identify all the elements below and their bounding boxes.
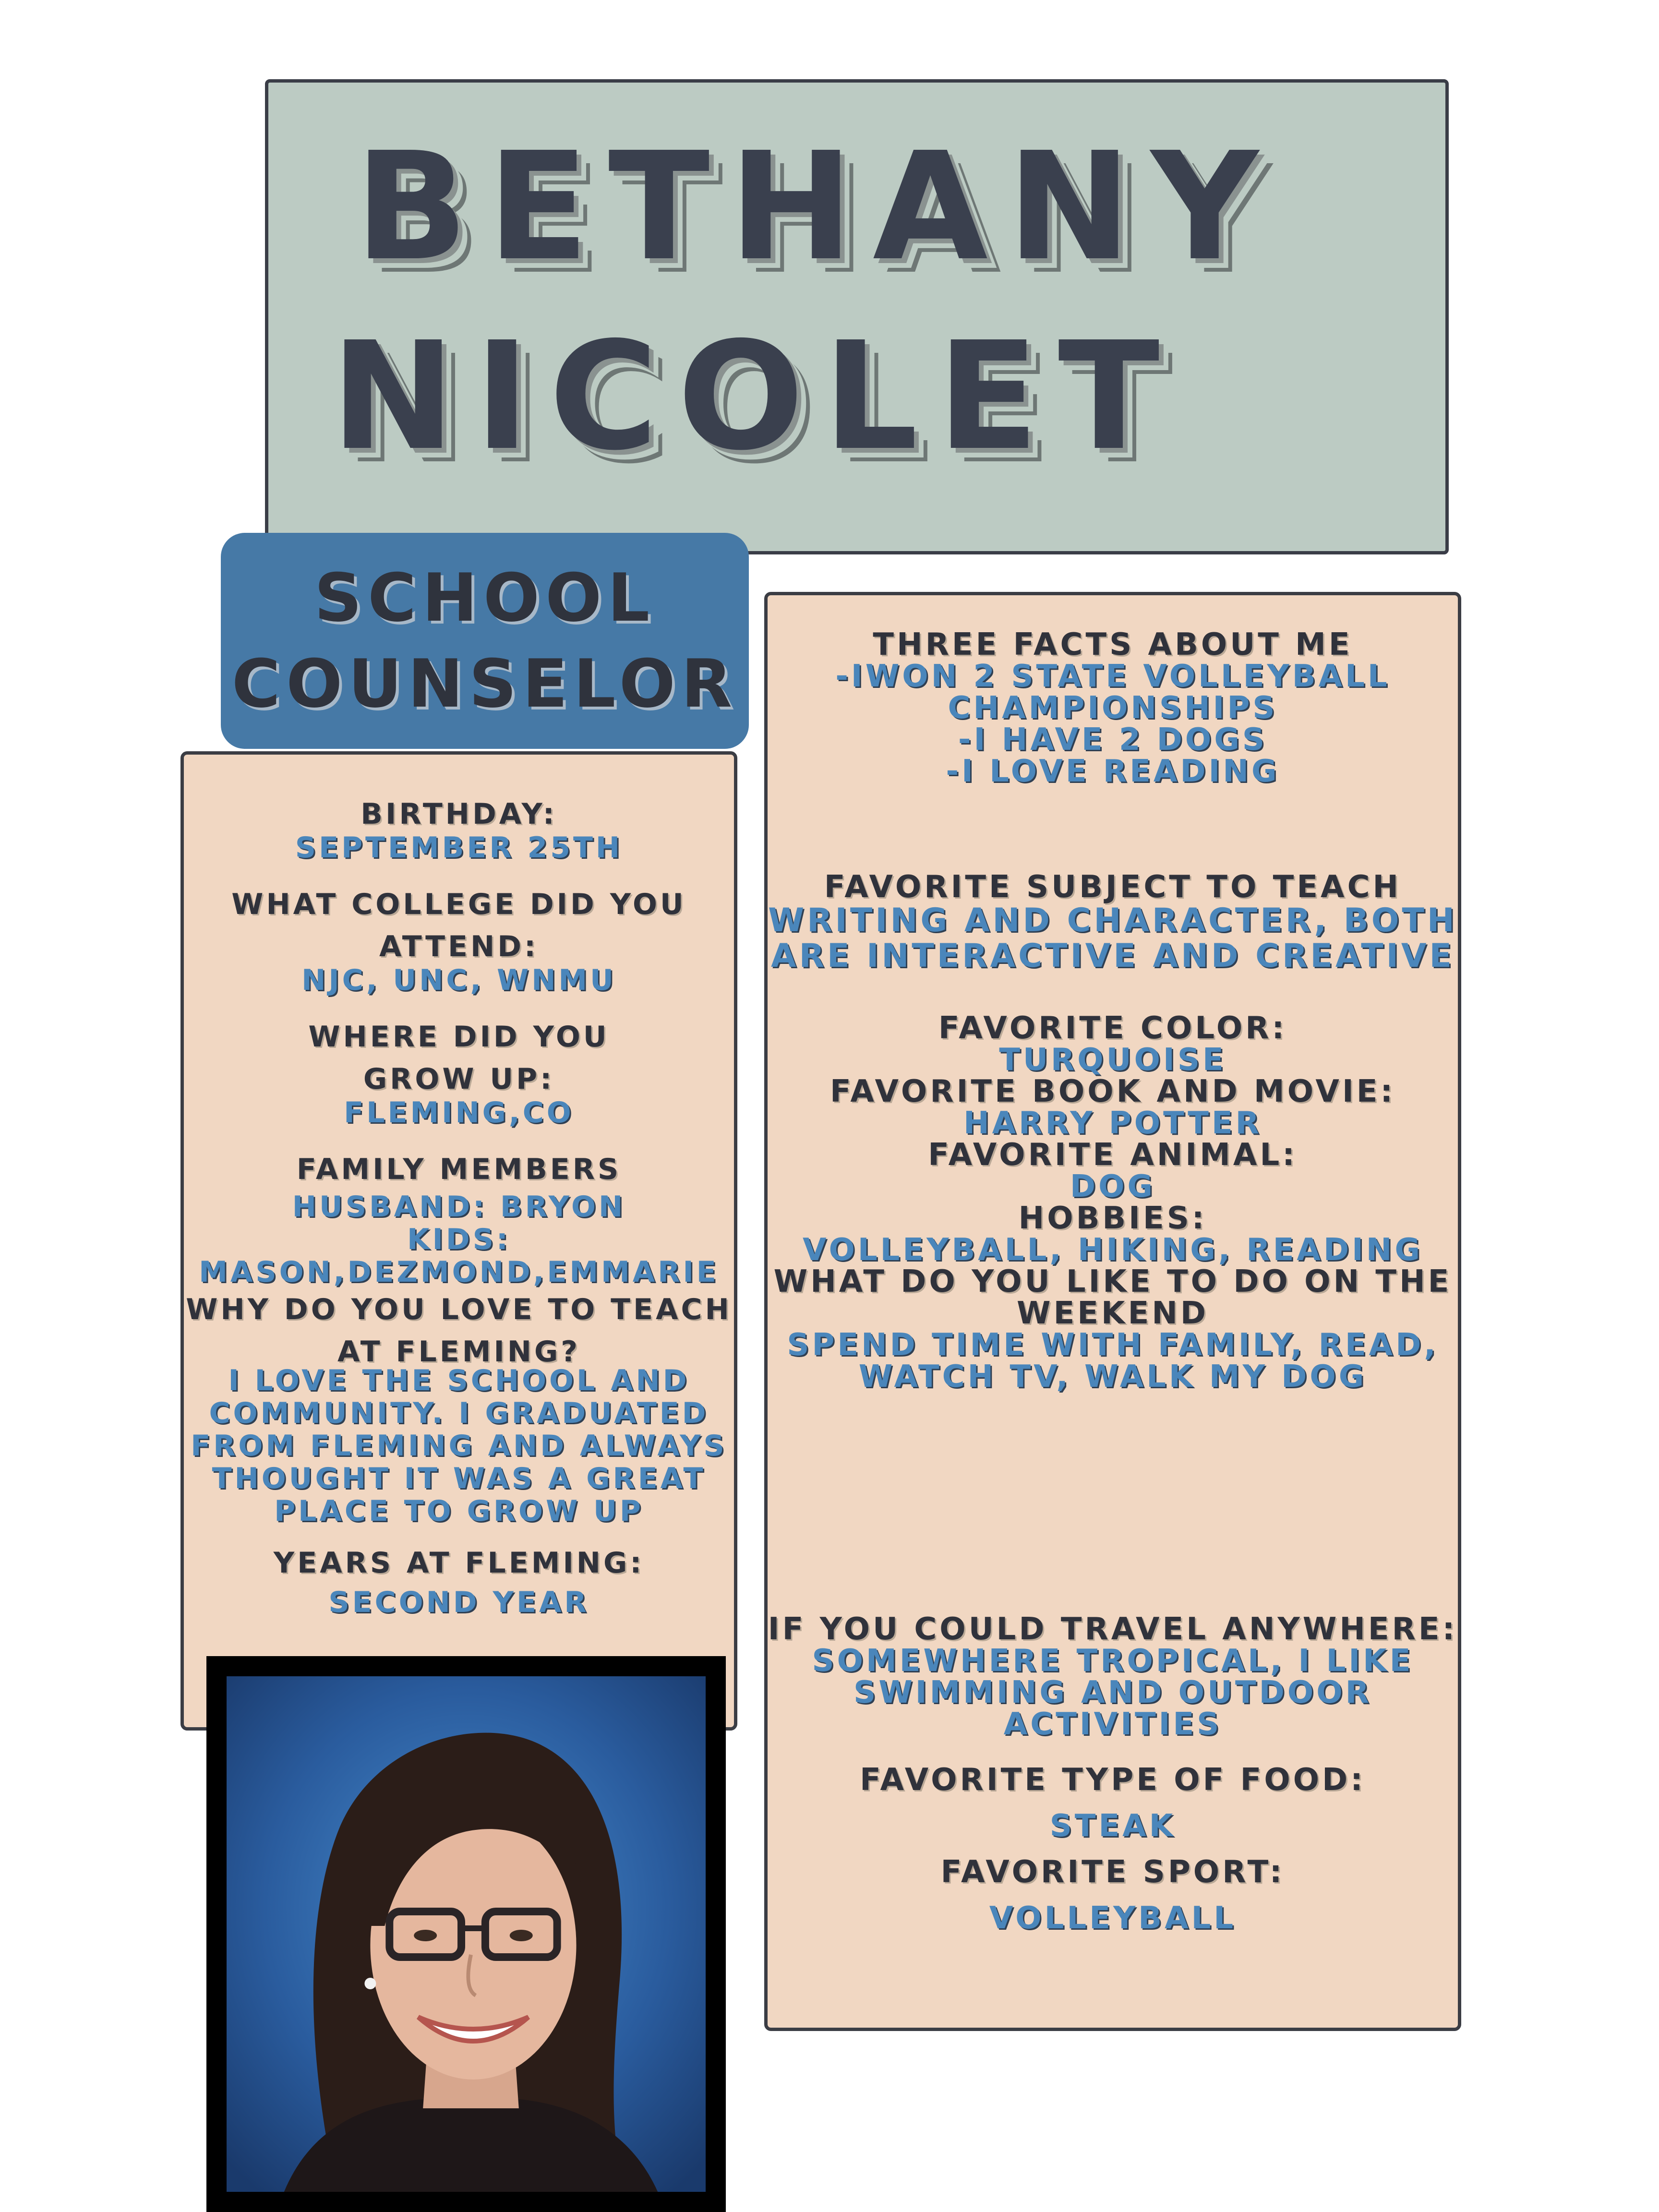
- facts-answer-line-3: -I HAVE 2 DOGS: [958, 722, 1267, 757]
- first-name: BETHANY: [355, 120, 1278, 294]
- facts-question: THREE FACTS ABOUT ME: [873, 627, 1353, 662]
- why-question-line-1: WHY DO YOU LOVE TO TEACH: [186, 1293, 732, 1326]
- left-info-panel: [180, 751, 737, 1731]
- name-banner: [265, 79, 1449, 554]
- portrait-illustration: [227, 1676, 706, 2192]
- grew-up-question-line-2: GROW UP:: [363, 1062, 555, 1096]
- why-answer-line-4: THOUGHT IT WAS A GREAT: [212, 1462, 706, 1495]
- travel-answer-line-2: SWIMMING AND OUTDOOR: [854, 1675, 1372, 1710]
- college-question-line-1: WHAT COLLEGE DID YOU: [231, 888, 686, 921]
- last-name: NICOLET: [331, 310, 1179, 483]
- years-question: YEARS AT FLEMING:: [273, 1546, 645, 1580]
- facts-answer-line-4: -I LOVE READING: [946, 754, 1280, 789]
- family-answer-line-2: KIDS:: [407, 1223, 511, 1256]
- subject-question: FAVORITE SUBJECT TO TEACH: [824, 869, 1402, 905]
- why-answer-line-3: FROM FLEMING AND ALWAYS: [191, 1429, 727, 1463]
- role-badge: [221, 533, 749, 749]
- grew-up-question-line-1: WHERE DID YOU: [308, 1020, 610, 1054]
- why-answer-line-5: PLACE TO GROW UP: [274, 1494, 644, 1528]
- weekend-answer-line-2: WATCH TV, WALK MY DOG: [858, 1359, 1367, 1395]
- travel-answer-line-3: ACTIVITIES: [1003, 1707, 1222, 1742]
- role-line-1: SCHOOL: [314, 559, 656, 637]
- travel-answer-line-1: SOMEWHERE TROPICAL, I LIKE: [812, 1643, 1414, 1679]
- family-question: FAMILY MEMBERS: [296, 1153, 622, 1186]
- book-answer: HARRY POTTER: [963, 1106, 1262, 1141]
- subject-answer-line-1: WRITING AND CHARACTER, BOTH: [768, 902, 1457, 939]
- years-answer: SECOND YEAR: [328, 1586, 589, 1619]
- sport-question: FAVORITE SPORT:: [940, 1854, 1285, 1890]
- why-question-line-2: AT FLEMING?: [337, 1335, 581, 1369]
- why-answer-line-1: I LOVE THE SCHOOL AND: [228, 1364, 690, 1397]
- travel-question: IF YOU COULD TRAVEL ANYWHERE:: [768, 1611, 1458, 1647]
- birthday-question: BIRTHDAY:: [361, 797, 557, 831]
- right-info-panel: [764, 592, 1461, 2031]
- birthday-answer: SEPTEMBER 25TH: [295, 831, 623, 865]
- portrait-photo: [206, 1656, 726, 2212]
- college-answer: NJC, UNC, WNMU: [301, 963, 616, 997]
- facts-answer-line-1: -IWON 2 STATE VOLLEYBALL: [835, 659, 1390, 694]
- sport-answer: VOLLEYBALL: [989, 1900, 1237, 1936]
- food-question: FAVORITE TYPE OF FOOD:: [860, 1762, 1366, 1798]
- hobbies-answer: VOLLEYBALL, HIKING, READING: [803, 1232, 1423, 1268]
- hobbies-question: HOBBIES:: [1018, 1201, 1207, 1236]
- weekend-question-line-1: WHAT DO YOU LIKE TO DO ON THE: [773, 1264, 1452, 1299]
- college-question-line-2: ATTEND:: [379, 930, 539, 963]
- weekend-answer-line-1: SPEND TIME WITH FAMILY, READ,: [787, 1327, 1439, 1363]
- book-question: FAVORITE BOOK AND MOVIE:: [830, 1074, 1396, 1109]
- weekend-question-line-2: WEEKEND: [1016, 1296, 1209, 1331]
- family-answer-line-3: MASON,DEZMOND,EMMARIE: [199, 1255, 719, 1289]
- color-answer: TURQUOISE: [999, 1042, 1226, 1078]
- grew-up-answer: FLEMING,CO: [344, 1096, 574, 1130]
- animal-answer: DOG: [1070, 1169, 1156, 1204]
- animal-question: FAVORITE ANIMAL:: [928, 1137, 1298, 1173]
- food-answer: STEAK: [1049, 1808, 1176, 1844]
- role-line-2: COUNSELOR: [231, 645, 738, 722]
- why-answer-line-2: COMMUNITY. I GRADUATED: [209, 1396, 709, 1430]
- family-answer-line-1: HUSBAND: BRYON: [292, 1190, 626, 1224]
- facts-answer-line-2: CHAMPIONSHIPS: [948, 690, 1278, 726]
- subject-answer-line-2: ARE INTERACTIVE AND CREATIVE: [771, 937, 1455, 975]
- color-question: FAVORITE COLOR:: [938, 1010, 1287, 1046]
